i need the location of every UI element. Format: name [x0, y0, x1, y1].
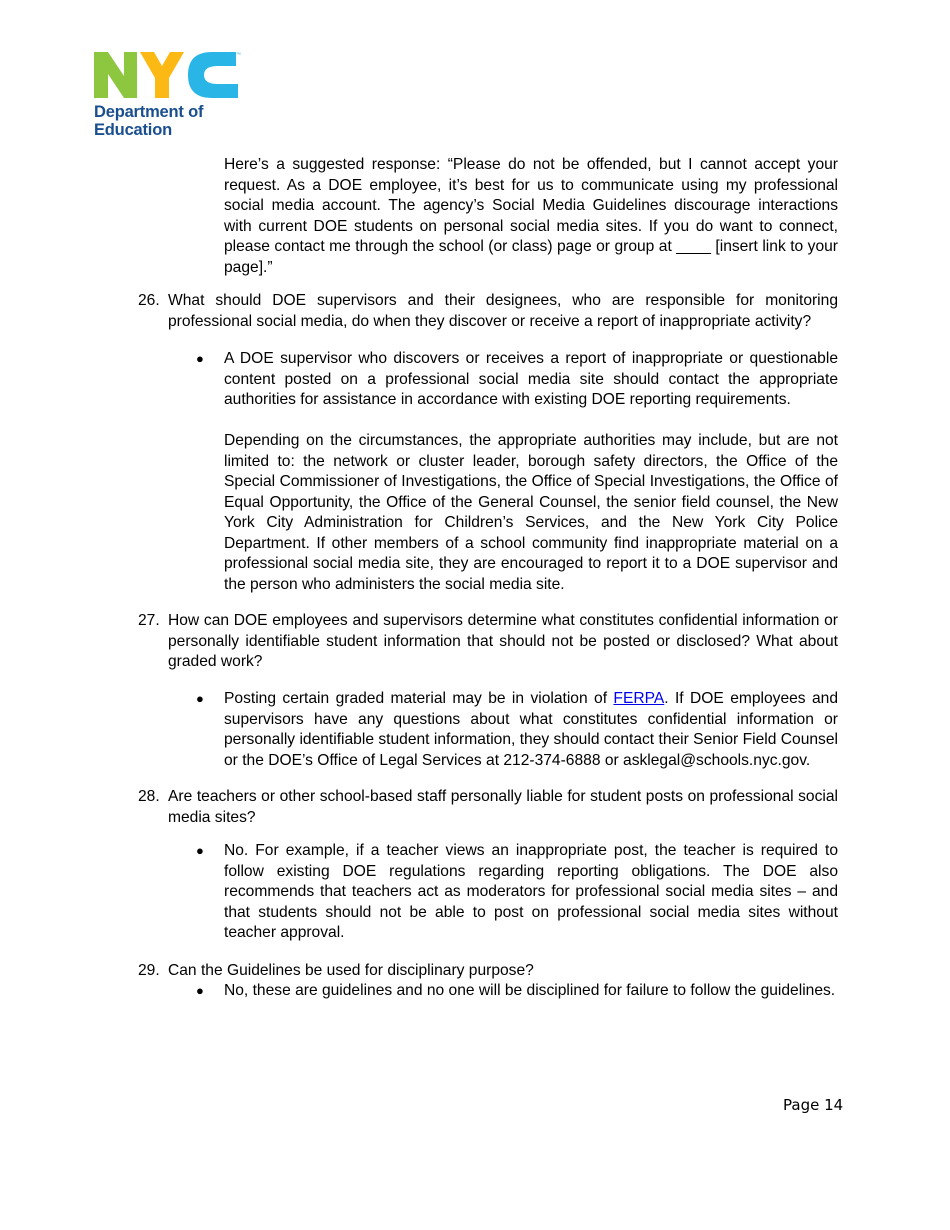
answer-29: No, these are guidelines and no one will be disciplined for failure to follow the guidelines.: [224, 982, 836, 999]
logo-line-1: Department of: [94, 103, 204, 121]
suggested-response: Here’s a suggested response: “Please do not be offended, but I cannot accept your request. As a DOE employee, it’s best for us to communicate using my professional social media account. The agency’s Social Media Guidelines discourage interactions with current DOE students on personal social media sites. If you do want to connect, please contact me through the school (or class) page or group at ____ [insert link to your page].”: [224, 156, 838, 276]
question-text: Are teachers or other school-based staff personally liable for student posts on professional social media sites?: [168, 788, 838, 826]
question-number: 29.: [138, 962, 160, 979]
svg-text:™: ™: [236, 52, 241, 58]
question-text: What should DOE supervisors and their designees, who are responsible for monitoring professional social media, do when they discover or receive a report of inappropriate activity?: [168, 292, 838, 330]
logo-line-2: Education: [94, 121, 172, 139]
question-26: [138, 291, 838, 332]
logo-letter-c: [188, 52, 238, 98]
question-number: 27.: [138, 612, 160, 629]
logo-letter-n: [94, 52, 137, 98]
ferpa-link[interactable]: FERPA: [613, 690, 665, 707]
answer-28: No. For example, if a teacher views an inappropriate post, the teacher is required to follow existing DOE regulations regarding reporting obligations. The DOE also recommends that teachers act as moderators for professional social media sites – and that students should not be able to post on professional social media sites without teacher approval.: [224, 842, 838, 941]
question-number: 26.: [138, 292, 160, 309]
answer-26: A DOE supervisor who discovers or receives a report of inappropriate or questionable content posted on a professional social media site should contact the appropriate authorities for assistance in accordance with existing DOE reporting requirements.: [224, 350, 838, 408]
answer-27: [224, 689, 838, 771]
answer-26-followup: Depending on the circumstances, the appropriate authorities may include, but are not limited to: the network or cluster leader, borough safety directors, the Office of the Special Commissioner of Investigations, the Office of Special Investigations, the Office of Equal Opportunity, the Office of the General Counsel, the senior field counsel, the New York City Administration for Children’s Services, and the New York City Police Department. If other members of a school community find inappropriate material on a professional social media site, they are encouraged to report it to a DOE supervisor and the person who administers the social media site.: [224, 432, 838, 593]
bullet-icon: ●: [196, 351, 204, 366]
page-number: Page 14: [783, 1096, 844, 1114]
question-text: Can the Guidelines be used for disciplinary purpose?: [168, 962, 534, 979]
answer-27-text-end: . If DOE employees and supervisors have any questions about what constitutes confidential information or personally identifiable student information, they should contact their Senior Field Counsel or the DOE’s Office of Legal Services at 212-374-6888 or asklegal@schools.nyc.gov.: [224, 690, 839, 769]
logo-letter-y: [140, 52, 184, 98]
answer-27-text-start: Posting certain graded material may be in violation of: [224, 690, 614, 707]
bullet-icon: ●: [196, 983, 204, 998]
question-text: How can DOE employees and supervisors determine what constitutes confidential information or personally identifiable student information that should not be posted or disclosed? What about graded work?: [168, 612, 838, 670]
question-27: [138, 611, 838, 673]
bullet-icon: ●: [196, 843, 204, 858]
question-29: [138, 961, 838, 982]
logo-text: [94, 103, 203, 139]
question-number: 28.: [138, 788, 160, 805]
question-28: [138, 787, 838, 828]
bullet-icon: ●: [196, 691, 204, 706]
